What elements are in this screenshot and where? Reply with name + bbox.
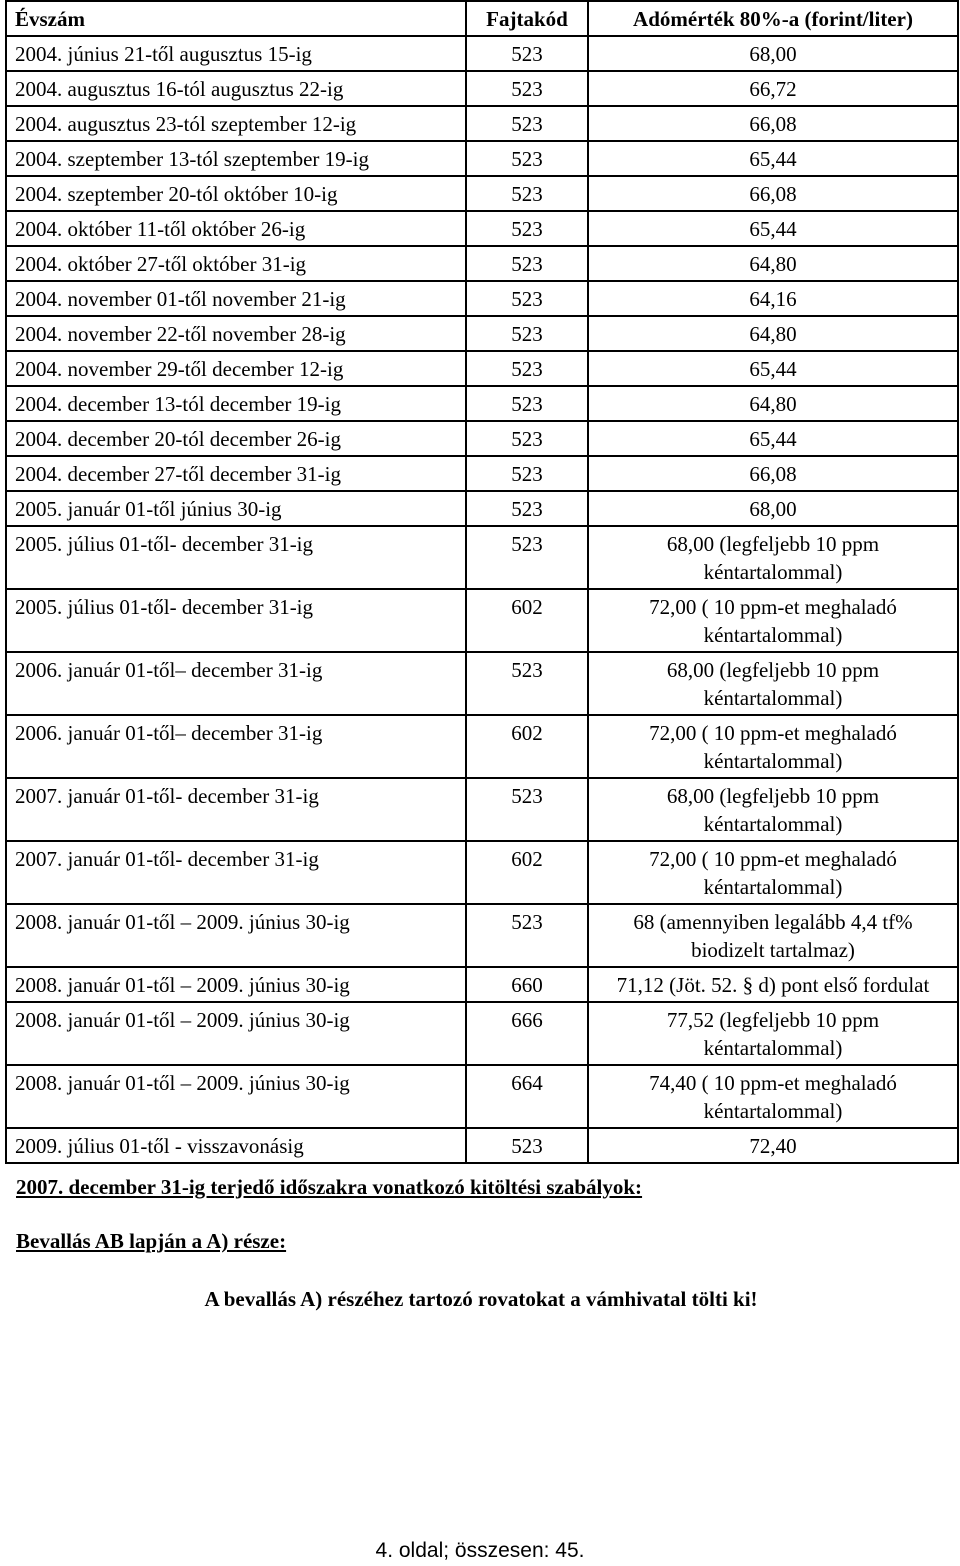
- code-cell: 523: [466, 652, 588, 715]
- code-cell: 664: [466, 1065, 588, 1128]
- rate-cell: 64,80: [588, 386, 958, 421]
- table-row: [6, 904, 958, 967]
- period-cell: 2005. január 01-től június 30-ig: [6, 491, 466, 526]
- code-cell: 523: [466, 36, 588, 71]
- notes-heading: 2007. december 31-ig terjedő időszakra vonatkozó kitöltési szabályok:: [16, 1175, 643, 1199]
- rate-cell: 64,16: [588, 281, 958, 316]
- period-cell: 2004. október 11-től október 26-ig: [6, 211, 466, 246]
- table-row: [6, 652, 958, 715]
- code-cell: 523: [466, 211, 588, 246]
- rate-cell: 65,44: [588, 421, 958, 456]
- notes-subheading: Bevallás AB lapján a A) része:: [16, 1229, 287, 1253]
- table-row: [6, 386, 958, 421]
- code-cell: 602: [466, 841, 588, 904]
- code-cell: 523: [466, 176, 588, 211]
- period-cell: 2004. szeptember 13-tól szeptember 19-ig: [6, 141, 466, 176]
- table-row: [6, 421, 958, 456]
- code-cell: 523: [466, 106, 588, 141]
- code-cell: 523: [466, 316, 588, 351]
- period-cell: 2009. július 01-től - visszavonásig: [6, 1128, 466, 1163]
- code-cell: 523: [466, 904, 588, 967]
- table-row: [6, 71, 958, 106]
- notes-section: [16, 1172, 946, 1314]
- period-cell: 2004. november 29-től december 12-ig: [6, 351, 466, 386]
- code-cell: 523: [466, 1128, 588, 1163]
- table-row: [6, 778, 958, 841]
- period-cell: 2008. január 01-től – 2009. június 30-ig: [6, 1002, 466, 1065]
- table-header-row: [6, 1, 958, 36]
- table-row: [6, 246, 958, 281]
- table-row: [6, 1002, 958, 1065]
- period-cell: 2008. január 01-től – 2009. június 30-ig: [6, 1065, 466, 1128]
- rate-cell: 68 (amennyiben legalább 4,4 tf% biodizelt tartalmaz): [588, 904, 958, 967]
- period-cell: 2008. január 01-től – 2009. június 30-ig: [6, 904, 466, 967]
- rate-cell: 66,08: [588, 106, 958, 141]
- period-cell: 2006. január 01-től– december 31-ig: [6, 715, 466, 778]
- code-cell: 523: [466, 281, 588, 316]
- table-row: [6, 491, 958, 526]
- rate-cell: 68,00 (legfeljebb 10 ppm kéntartalommal): [588, 778, 958, 841]
- code-cell: 523: [466, 386, 588, 421]
- code-cell: 523: [466, 246, 588, 281]
- table-row: [6, 967, 958, 1002]
- table-row: [6, 1128, 958, 1163]
- period-cell: 2004. szeptember 20-tól október 10-ig: [6, 176, 466, 211]
- code-cell: 523: [466, 456, 588, 491]
- period-cell: 2004. október 27-től október 31-ig: [6, 246, 466, 281]
- code-cell: 523: [466, 491, 588, 526]
- table-row: [6, 589, 958, 652]
- table-row: [6, 351, 958, 386]
- table-row: [6, 456, 958, 491]
- code-cell: 523: [466, 778, 588, 841]
- table-row: [6, 281, 958, 316]
- table-row: [6, 715, 958, 778]
- period-cell: 2004. november 01-től november 21-ig: [6, 281, 466, 316]
- header-period: Évszám: [6, 1, 466, 36]
- table-row: [6, 36, 958, 71]
- period-cell: 2004. augusztus 16-tól augusztus 22-ig: [6, 71, 466, 106]
- code-cell: 523: [466, 351, 588, 386]
- code-cell: 523: [466, 421, 588, 456]
- table-row: [6, 316, 958, 351]
- table-row: [6, 841, 958, 904]
- table-row: [6, 526, 958, 589]
- period-cell: 2004. december 20-tól december 26-ig: [6, 421, 466, 456]
- table-row: [6, 106, 958, 141]
- rate-cell: 74,40 ( 10 ppm-et meghaladó kéntartalommal): [588, 1065, 958, 1128]
- notes-paragraph: A bevallás A) részéhez tartozó rovatokat a vámhivatal tölti ki!: [204, 1287, 758, 1311]
- table-row: [6, 1065, 958, 1128]
- rate-cell: 66,08: [588, 176, 958, 211]
- code-cell: 523: [466, 141, 588, 176]
- rate-cell: 72,00 ( 10 ppm-et meghaladó kéntartalommal): [588, 589, 958, 652]
- table-row: [6, 211, 958, 246]
- code-cell: 602: [466, 715, 588, 778]
- period-cell: 2005. július 01-től- december 31-ig: [6, 526, 466, 589]
- rate-cell: 66,08: [588, 456, 958, 491]
- rate-cell: 68,00: [588, 491, 958, 526]
- period-cell: 2004. június 21-től augusztus 15-ig: [6, 36, 466, 71]
- code-cell: 523: [466, 526, 588, 589]
- table-body: [6, 36, 958, 1163]
- period-cell: 2004. december 27-től december 31-ig: [6, 456, 466, 491]
- code-cell: 666: [466, 1002, 588, 1065]
- period-cell: 2006. január 01-től– december 31-ig: [6, 652, 466, 715]
- rate-cell: 68,00: [588, 36, 958, 71]
- rate-cell: 72,00 ( 10 ppm-et meghaladó kéntartalommal): [588, 715, 958, 778]
- code-cell: 523: [466, 71, 588, 106]
- rate-cell: 64,80: [588, 316, 958, 351]
- code-cell: 660: [466, 967, 588, 1002]
- rate-cell: 66,72: [588, 71, 958, 106]
- rate-cell: 65,44: [588, 211, 958, 246]
- period-cell: 2005. július 01-től- december 31-ig: [6, 589, 466, 652]
- page-footer: 4. oldal; összesen: 45.: [375, 1539, 585, 1562]
- header-code: Fajtakód: [466, 1, 588, 36]
- period-cell: 2004. december 13-tól december 19-ig: [6, 386, 466, 421]
- rate-cell: 72,40: [588, 1128, 958, 1163]
- period-cell: 2008. január 01-től – 2009. június 30-ig: [6, 967, 466, 1002]
- period-cell: 2004. augusztus 23-tól szeptember 12-ig: [6, 106, 466, 141]
- period-cell: 2004. november 22-től november 28-ig: [6, 316, 466, 351]
- rate-cell: 71,12 (Jöt. 52. § d) pont első fordulat: [588, 967, 958, 1002]
- rate-cell: 65,44: [588, 351, 958, 386]
- rate-cell: 72,00 ( 10 ppm-et meghaladó kéntartalommal): [588, 841, 958, 904]
- table-row: [6, 141, 958, 176]
- period-cell: 2007. január 01-től- december 31-ig: [6, 778, 466, 841]
- period-cell: 2007. január 01-től- december 31-ig: [6, 841, 466, 904]
- rate-cell: 64,80: [588, 246, 958, 281]
- rate-cell: 65,44: [588, 141, 958, 176]
- tax-rate-table: [5, 0, 959, 1164]
- table-row: [6, 176, 958, 211]
- rate-cell: 77,52 (legfeljebb 10 ppm kéntartalommal): [588, 1002, 958, 1065]
- code-cell: 602: [466, 589, 588, 652]
- rate-cell: 68,00 (legfeljebb 10 ppm kéntartalommal): [588, 526, 958, 589]
- rate-cell: 68,00 (legfeljebb 10 ppm kéntartalommal): [588, 652, 958, 715]
- header-rate: Adómérték 80%-a (forint/liter): [588, 1, 958, 36]
